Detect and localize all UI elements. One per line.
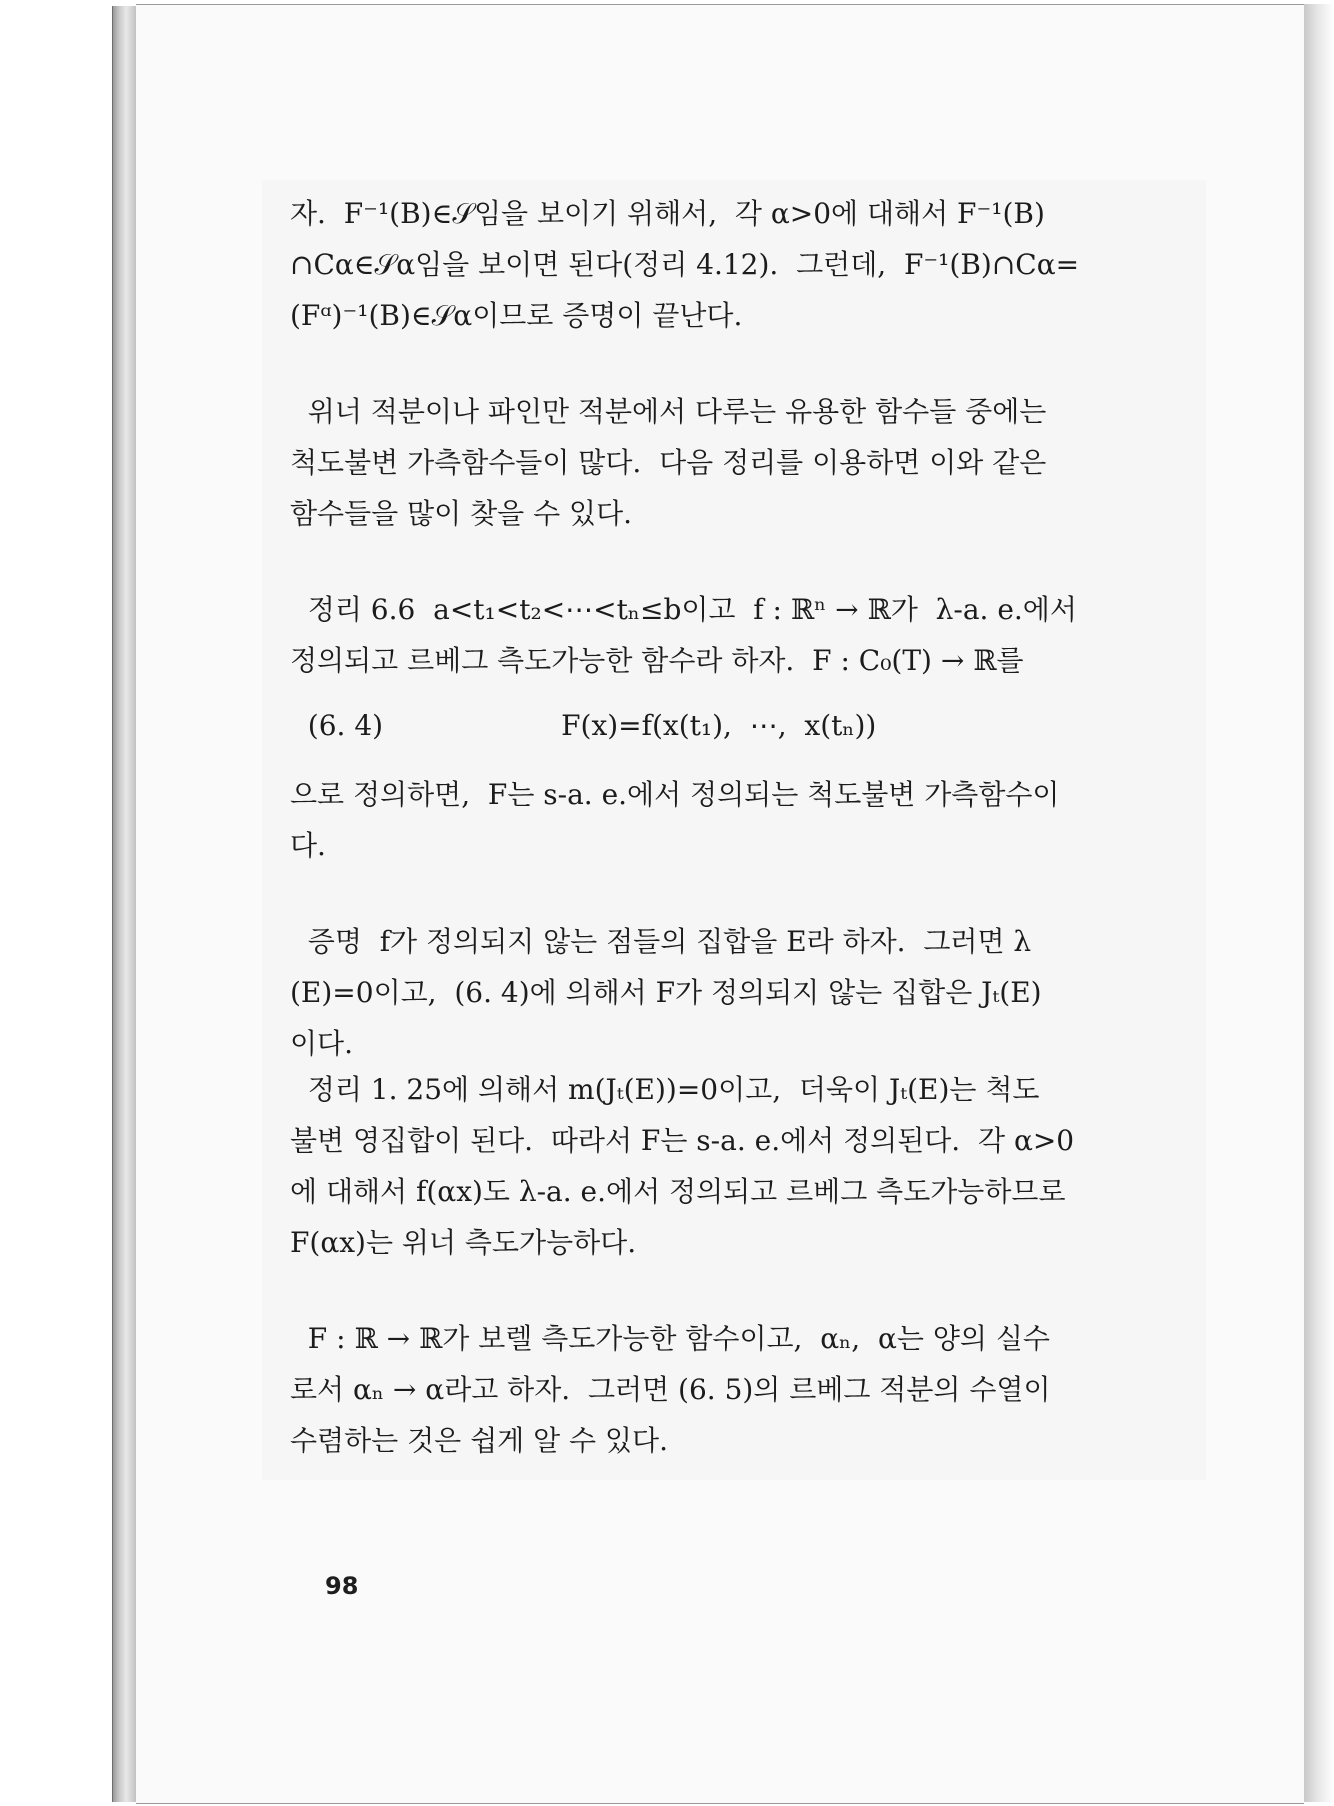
text-line: 수렴하는 것은 쉽게 알 수 있다. — [290, 1424, 668, 1457]
text-line: 정리 1. 25에 의해서 m(Jₜ(E))=0이고, 더욱이 Jₜ(E)는 척도 — [290, 1073, 1040, 1106]
text-line: (Fᵅ)⁻¹(B)∈𝒮α이므로 증명이 끝난다. — [290, 299, 743, 332]
text-line: 정의되고 르베그 측도가능한 함수라 하자. F : C₀(T) → ℝ를 — [290, 644, 1024, 677]
theorem-heading-line: 정리 6.6 a<t₁<t₂<⋯<tₙ≤b이고 f : ℝⁿ → ℝ가 λ-a. e.에서 — [290, 593, 1077, 626]
text-line: 으로 정의하면, F는 s-a. e.에서 정의되는 척도불변 가측함수이 — [290, 778, 1060, 811]
text-line: 위너 적분이나 파인만 적분에서 다루는 유용한 함수들 중에는 — [290, 395, 1047, 428]
book-left-edge — [112, 6, 137, 1802]
text-line: 함수들을 많이 찾을 수 있다. — [290, 497, 633, 530]
text-line: F(αx)는 위너 측도가능하다. — [290, 1226, 637, 1259]
page-right-shadow — [1304, 4, 1334, 1802]
text-line: 자. F⁻¹(B)∈𝒮임을 보이기 위해서, 각 α>0에 대해서 F⁻¹(B) — [290, 197, 1045, 230]
page-number: 98 — [325, 1572, 359, 1600]
text-line: ∩Cα∈𝒮α임을 보이면 된다(정리 4.12). 그런데, F⁻¹(B)∩Cα= — [290, 248, 1080, 281]
proof-heading-line: 증명 f가 정의되지 않는 점들의 집합을 E라 하자. 그러면 λ — [290, 925, 1032, 958]
text-line: 에 대해서 f(αx)도 λ-a. e.에서 정의되고 르베그 측도가능하므로 — [290, 1175, 1066, 1208]
text-line: F : ℝ → ℝ가 보렐 측도가능한 함수이고, αₙ, α는 양의 실수 — [290, 1322, 1050, 1355]
page-text-area — [262, 180, 1206, 1480]
text-line: 불변 영집합이 된다. 따라서 F는 s-a. e.에서 정의된다. 각 α>0 — [290, 1124, 1075, 1157]
text-line: 로서 αₙ → α라고 하자. 그러면 (6. 5)의 르베그 적분의 수열이 — [290, 1373, 1051, 1406]
text-line: 다. — [290, 829, 326, 862]
text-line: 척도불변 가측함수들이 많다. 다음 정리를 이용하면 이와 같은 — [290, 446, 1047, 479]
text-line: (E)=0이고, (6. 4)에 의해서 F가 정의되지 않는 집합은 Jₜ(E) — [290, 976, 1042, 1009]
equation-line: (6. 4) F(x)=f(x(t₁), ⋯, x(tₙ)) — [290, 709, 877, 742]
text-line: 이다. — [290, 1027, 353, 1060]
